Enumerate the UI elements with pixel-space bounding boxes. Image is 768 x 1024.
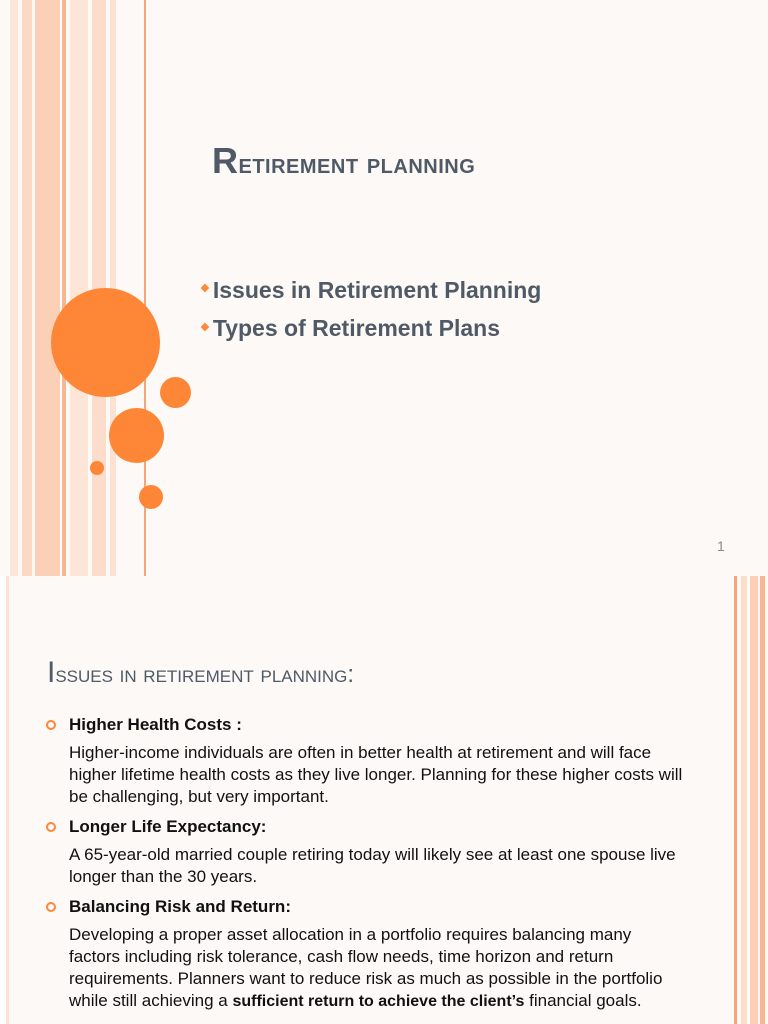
list-item-heading: Higher Health Costs : bbox=[46, 714, 686, 736]
diamond-bullet-icon: ❖ bbox=[200, 283, 210, 296]
list-item-heading: Longer Life Expectancy: bbox=[46, 816, 686, 838]
slide-bullet-list bbox=[200, 272, 541, 349]
decorative-circle bbox=[139, 485, 163, 509]
decorative-stripes bbox=[0, 0, 150, 576]
slide-2 bbox=[0, 576, 768, 1024]
stripe bbox=[10, 0, 18, 576]
slide-number: 1 bbox=[717, 538, 725, 554]
list-item-heading: Balancing Risk and Return: bbox=[46, 896, 686, 918]
stripe bbox=[6, 576, 9, 1024]
stripe bbox=[750, 576, 758, 1024]
decorative-circle bbox=[109, 408, 164, 463]
decorative-circle bbox=[160, 377, 191, 408]
stripe bbox=[734, 576, 737, 1024]
stripe bbox=[760, 576, 765, 1024]
decorative-circle-large bbox=[51, 288, 160, 397]
stripe bbox=[741, 576, 747, 1024]
decorative-circle-small bbox=[90, 461, 104, 475]
ring-bullet-icon bbox=[46, 720, 56, 730]
stripe bbox=[22, 0, 32, 576]
list-item-body: A 65-year-old married couple retiring today will likely see at least one spouse live longer than the 30 years. bbox=[69, 845, 676, 886]
stripe bbox=[35, 0, 60, 576]
ring-bullet-icon bbox=[46, 902, 56, 912]
diamond-bullet-icon: ❖ bbox=[200, 321, 210, 334]
list-item: ❖ Issues in Retirement Planning bbox=[200, 272, 541, 310]
slide-title: Issues in retirement planning: bbox=[47, 656, 355, 689]
ring-bullet-icon bbox=[46, 822, 56, 832]
stripe bbox=[70, 0, 88, 576]
slide-title: Retirement planning bbox=[212, 140, 476, 181]
list-item-body: Developing a proper asset allocation in a portfolio requires balancing many factors including risk tolerance, cash flow needs, time horizon and return requirements. Planners want to reduce risk as much as possible in the portfolio while still achieving a sufficient return to achieve the client’s financial goals. bbox=[69, 925, 663, 1010]
stripe bbox=[62, 0, 66, 576]
list-item: ❖ Types of Retirement Plans bbox=[200, 310, 541, 348]
list-item-body: Higher-income individuals are often in better health at retirement and will face higher lifetime health costs as they live longer. Planning for these higher costs will be challenging, but very important. bbox=[69, 743, 683, 806]
slide-content bbox=[46, 714, 686, 1021]
